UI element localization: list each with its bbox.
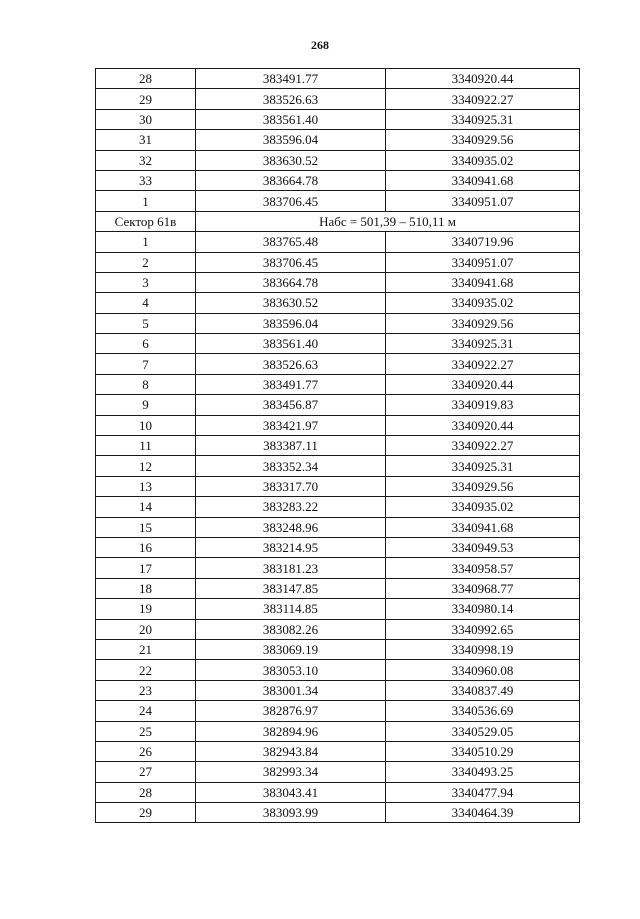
y-coordinate-cell: 3340719.96 (386, 232, 580, 252)
table-row (96, 476, 580, 496)
x-coordinate-cell: 383114.85 (196, 599, 386, 619)
x-coordinate-cell: 383596.04 (196, 130, 386, 150)
point-number-cell: 2 (96, 252, 196, 272)
x-coordinate-cell: 383491.77 (196, 374, 386, 394)
table-row (96, 170, 580, 190)
y-coordinate-cell: 3340935.02 (386, 497, 580, 517)
table-row (96, 89, 580, 109)
x-coordinate-cell: 383248.96 (196, 517, 386, 537)
x-coordinate-cell: 383596.04 (196, 313, 386, 333)
y-coordinate-cell: 3340922.27 (386, 354, 580, 374)
x-coordinate-cell: 383043.41 (196, 782, 386, 802)
table-row (96, 334, 580, 354)
y-coordinate-cell: 3340968.77 (386, 578, 580, 598)
point-number-cell: 32 (96, 150, 196, 170)
table-row (96, 191, 580, 211)
point-number-cell: 9 (96, 395, 196, 415)
table-row (96, 293, 580, 313)
y-coordinate-cell: 3340925.31 (386, 456, 580, 476)
y-coordinate-cell: 3340949.53 (386, 537, 580, 557)
y-coordinate-cell: 3340929.56 (386, 130, 580, 150)
x-coordinate-cell: 383526.63 (196, 89, 386, 109)
point-number-cell: 27 (96, 762, 196, 782)
table-row (96, 558, 580, 578)
table-row (96, 109, 580, 129)
point-number-cell: 17 (96, 558, 196, 578)
x-coordinate-cell: 383352.34 (196, 456, 386, 476)
x-coordinate-cell: 383317.70 (196, 476, 386, 496)
y-coordinate-cell: 3340493.25 (386, 762, 580, 782)
x-coordinate-cell: 383664.78 (196, 170, 386, 190)
point-number-cell: 21 (96, 639, 196, 659)
table-row (96, 272, 580, 292)
table-row (96, 803, 580, 823)
y-coordinate-cell: 3340920.44 (386, 374, 580, 394)
x-coordinate-cell: 383421.97 (196, 415, 386, 435)
x-coordinate-cell: 382876.97 (196, 701, 386, 721)
x-coordinate-cell: 383093.99 (196, 803, 386, 823)
y-coordinate-cell: 3340935.02 (386, 150, 580, 170)
point-number-cell: 18 (96, 578, 196, 598)
table-row (96, 354, 580, 374)
table-row (96, 456, 580, 476)
coordinates-table (95, 68, 580, 823)
point-number-cell: 28 (96, 69, 196, 89)
x-coordinate-cell: 383561.40 (196, 109, 386, 129)
table-row (96, 436, 580, 456)
point-number-cell: 25 (96, 721, 196, 741)
table-row (96, 150, 580, 170)
point-number-cell: 28 (96, 782, 196, 802)
x-coordinate-cell: 382894.96 (196, 721, 386, 741)
table-row (96, 313, 580, 333)
y-coordinate-cell: 3340922.27 (386, 436, 580, 456)
x-coordinate-cell: 383706.45 (196, 191, 386, 211)
sector-header-row (96, 211, 580, 231)
y-coordinate-cell: 3340960.08 (386, 660, 580, 680)
table-row (96, 537, 580, 557)
table-row (96, 69, 580, 89)
table-row (96, 232, 580, 252)
sector-elevation-range: Набс = 501,39 – 510,11 м (196, 211, 580, 231)
point-number-cell: 11 (96, 436, 196, 456)
page-number: 268 (311, 38, 329, 52)
table-row (96, 130, 580, 150)
x-coordinate-cell: 383765.48 (196, 232, 386, 252)
point-number-cell: 20 (96, 619, 196, 639)
x-coordinate-cell: 383181.23 (196, 558, 386, 578)
table-row (96, 701, 580, 721)
y-coordinate-cell: 3340941.68 (386, 170, 580, 190)
point-number-cell: 26 (96, 741, 196, 761)
y-coordinate-cell: 3340935.02 (386, 293, 580, 313)
y-coordinate-cell: 3340929.56 (386, 476, 580, 496)
table-row (96, 619, 580, 639)
x-coordinate-cell: 383053.10 (196, 660, 386, 680)
y-coordinate-cell: 3340837.49 (386, 680, 580, 700)
y-coordinate-cell: 3340941.68 (386, 272, 580, 292)
point-number-cell: 22 (96, 660, 196, 680)
point-number-cell: 13 (96, 476, 196, 496)
x-coordinate-cell: 383387.11 (196, 436, 386, 456)
x-coordinate-cell: 383526.63 (196, 354, 386, 374)
y-coordinate-cell: 3340941.68 (386, 517, 580, 537)
y-coordinate-cell: 3340919.83 (386, 395, 580, 415)
table-row (96, 517, 580, 537)
x-coordinate-cell: 383561.40 (196, 334, 386, 354)
x-coordinate-cell: 383456.87 (196, 395, 386, 415)
table-row (96, 680, 580, 700)
table-row (96, 782, 580, 802)
point-number-cell: 3 (96, 272, 196, 292)
point-number-cell: 30 (96, 109, 196, 129)
table-row (96, 721, 580, 741)
y-coordinate-cell: 3340951.07 (386, 191, 580, 211)
y-coordinate-cell: 3340998.19 (386, 639, 580, 659)
y-coordinate-cell: 3340536.69 (386, 701, 580, 721)
x-coordinate-cell: 383664.78 (196, 272, 386, 292)
x-coordinate-cell: 383630.52 (196, 293, 386, 313)
table-row (96, 578, 580, 598)
x-coordinate-cell: 383001.34 (196, 680, 386, 700)
y-coordinate-cell: 3340925.31 (386, 109, 580, 129)
point-number-cell: 7 (96, 354, 196, 374)
point-number-cell: 15 (96, 517, 196, 537)
sector-label: Сектор 61в (96, 211, 196, 231)
point-number-cell: 10 (96, 415, 196, 435)
point-number-cell: 23 (96, 680, 196, 700)
y-coordinate-cell: 3340951.07 (386, 252, 580, 272)
point-number-cell: 24 (96, 701, 196, 721)
point-number-cell: 12 (96, 456, 196, 476)
table-row (96, 374, 580, 394)
x-coordinate-cell: 383214.95 (196, 537, 386, 557)
point-number-cell: 33 (96, 170, 196, 190)
y-coordinate-cell: 3340510.29 (386, 741, 580, 761)
point-number-cell: 8 (96, 374, 196, 394)
y-coordinate-cell: 3340929.56 (386, 313, 580, 333)
table-row (96, 252, 580, 272)
point-number-cell: 1 (96, 232, 196, 252)
point-number-cell: 16 (96, 537, 196, 557)
table-row (96, 395, 580, 415)
x-coordinate-cell: 383069.19 (196, 639, 386, 659)
y-coordinate-cell: 3340992.65 (386, 619, 580, 639)
point-number-cell: 14 (96, 497, 196, 517)
table-row (96, 599, 580, 619)
y-coordinate-cell: 3340958.57 (386, 558, 580, 578)
y-coordinate-cell: 3340925.31 (386, 334, 580, 354)
point-number-cell: 31 (96, 130, 196, 150)
table-row (96, 762, 580, 782)
y-coordinate-cell: 3340980.14 (386, 599, 580, 619)
point-number-cell: 29 (96, 803, 196, 823)
point-number-cell: 5 (96, 313, 196, 333)
point-number-cell: 1 (96, 191, 196, 211)
point-number-cell: 4 (96, 293, 196, 313)
x-coordinate-cell: 383283.22 (196, 497, 386, 517)
x-coordinate-cell: 383491.77 (196, 69, 386, 89)
x-coordinate-cell: 382993.34 (196, 762, 386, 782)
table-row (96, 639, 580, 659)
table-row (96, 660, 580, 680)
y-coordinate-cell: 3340922.27 (386, 89, 580, 109)
point-number-cell: 6 (96, 334, 196, 354)
point-number-cell: 29 (96, 89, 196, 109)
y-coordinate-cell: 3340920.44 (386, 415, 580, 435)
x-coordinate-cell: 383706.45 (196, 252, 386, 272)
x-coordinate-cell: 383630.52 (196, 150, 386, 170)
coordinates-table-body (96, 69, 580, 823)
table-row (96, 741, 580, 761)
x-coordinate-cell: 382943.84 (196, 741, 386, 761)
table-row (96, 497, 580, 517)
y-coordinate-cell: 3340529.05 (386, 721, 580, 741)
x-coordinate-cell: 383082.26 (196, 619, 386, 639)
point-number-cell: 19 (96, 599, 196, 619)
y-coordinate-cell: 3340920.44 (386, 69, 580, 89)
y-coordinate-cell: 3340477.94 (386, 782, 580, 802)
x-coordinate-cell: 383147.85 (196, 578, 386, 598)
y-coordinate-cell: 3340464.39 (386, 803, 580, 823)
table-row (96, 415, 580, 435)
